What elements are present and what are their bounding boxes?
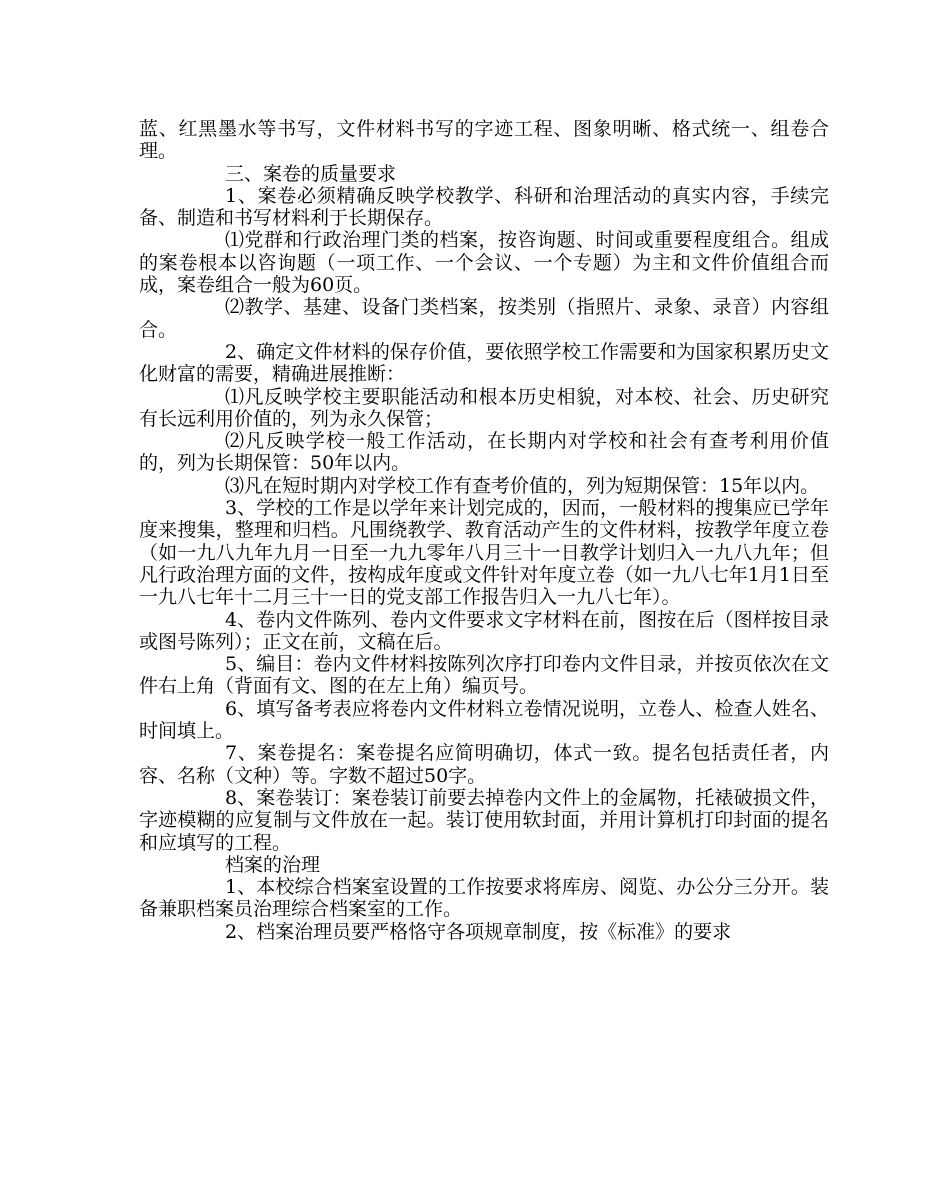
document-body	[139, 118, 829, 943]
paragraph: ⑴凡反映学校主要职能活动和根本历史相貌，对本校、社会、历史研究有长远利用价值的，列为永久保管；	[139, 385, 829, 430]
paragraph: ⑵凡反映学校一般工作活动，在长期内对学校和社会有查考利用价值的，列为长期保管：50年以内。	[139, 430, 829, 475]
paragraph: 4、卷内文件陈列、卷内文件要求文字材料在前，图按在后（图样按目录或图号陈列）；正文在前，文稿在后。	[139, 608, 829, 653]
paragraph: 2、确定文件材料的保存价值，要依照学校工作需要和为国家积累历史文化财富的需要，精确进展推断：	[139, 340, 829, 386]
paragraph: 5、编目：卷内文件材料按陈列次序打印卷内文件目录，并按页依次在文件右上角（背面有文、图的在左上角）编页号。	[139, 653, 829, 698]
paragraph: ⑴党群和行政治理门类的档案，按咨询题、时间或重要程度组合。组成的案卷根本以咨询题（一项工作、一个会议、一个专题）为主和文件价值组合而成，案卷组合一般为60页。	[139, 229, 829, 297]
paragraph: ⑵教学、基建、设备门类档案，按类别（指照片、录象、录音）内容组合。	[139, 296, 829, 341]
paragraph: 蓝、红黑墨水等书写，文件材料书写的字迹工程、图象明晰、格式统一、组卷合理。	[139, 118, 829, 163]
paragraph: 3、学校的工作是以学年来计划完成的，因而，一般材料的搜集应已学年度来搜集，整理和归档。凡围绕教学、教育活动产生的文件材料，按教学年度立卷（如一九八九年九月一日至一九九零年八月三十一日教学计划归入一九八九年；但凡行政治理方面的文件，按构成年度或文件针对年度立卷（如一九八七年1月1日至一九八七年十二月三十一日的党支部工作报告归入一九八七年）。	[139, 497, 829, 609]
section-heading: 档案的治理	[225, 853, 321, 876]
paragraph: 2、档案治理员要严格恪守各项规章制度，按《标准》的要求	[225, 920, 732, 943]
paragraph: ⑶凡在短时期内对学校工作有查考价值的，列为短期保管：15年以内。	[225, 474, 820, 497]
section-heading: 三、案卷的质量要求	[225, 162, 397, 185]
paragraph: 1、案卷必须精确反映学校教学、科研和治理活动的真实内容，手续完备、制造和书写材料利于长期保存。	[139, 184, 829, 230]
paragraph: 7、案卷提名：案卷提名应简明确切，体式一致。提名包括责任者，内容、名称（文种）等。字数不超过50字。	[139, 742, 829, 787]
paragraph: 6、填写备考表应将卷内文件材料立卷情况说明，立卷人、检查人姓名、时间填上。	[139, 697, 829, 743]
paragraph: 8、案卷装订：案卷装订前要去掉卷内文件上的金属物，托裱破损文件，字迹模糊的应复制与文件放在一起。装订使用软封面，并用计算机打印封面的提名和应填写的工程。	[139, 786, 829, 854]
paragraph: 1、本校综合档案室设置的工作按要求将库房、阅览、办公分三分开。装备兼职档案员治理综合档案室的工作。	[139, 876, 829, 921]
